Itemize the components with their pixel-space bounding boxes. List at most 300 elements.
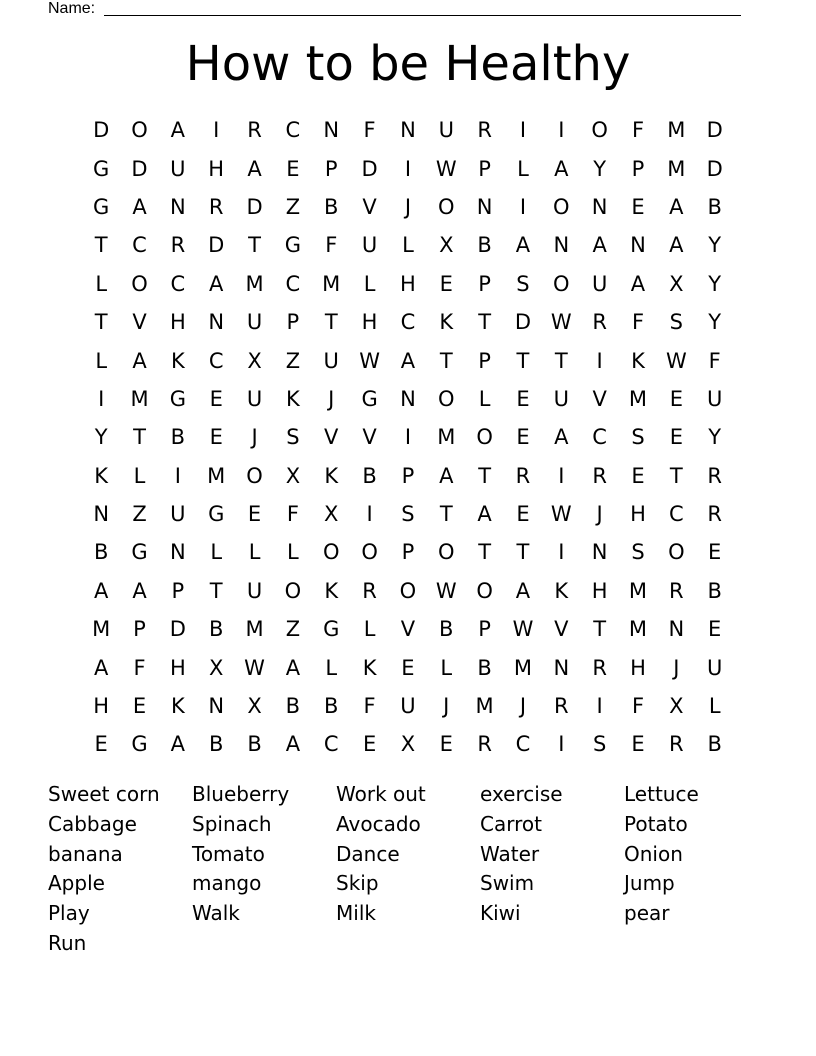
grid-cell: K bbox=[286, 386, 300, 411]
word-list-item: Play bbox=[48, 901, 90, 926]
grid-cell: N bbox=[170, 194, 186, 219]
grid-cell: L bbox=[440, 655, 453, 680]
grid-cell: O bbox=[131, 118, 148, 143]
grid-cell: H bbox=[169, 655, 186, 680]
grid-cell: L bbox=[708, 694, 721, 719]
grid-cell: T bbox=[94, 233, 108, 258]
grid-cell: X bbox=[209, 655, 224, 680]
grid-cell: X bbox=[400, 732, 416, 757]
grid-cell: A bbox=[515, 578, 531, 603]
grid-cell: T bbox=[478, 463, 492, 488]
grid-cell: G bbox=[284, 233, 302, 258]
grid-cell: P bbox=[478, 617, 491, 642]
word-list-item: pear bbox=[624, 901, 670, 926]
grid-cell: O bbox=[668, 540, 685, 565]
grid-cell: P bbox=[171, 578, 185, 603]
grid-cell: O bbox=[399, 578, 417, 603]
grid-cell: V bbox=[554, 617, 569, 642]
grid-cell: K bbox=[554, 578, 569, 603]
grid-cell: T bbox=[593, 617, 607, 642]
grid-cell: T bbox=[248, 233, 261, 258]
grid-cell: U bbox=[170, 502, 186, 527]
grid-row bbox=[82, 418, 734, 456]
grid-cell: D bbox=[93, 118, 110, 143]
grid-cell: R bbox=[669, 578, 684, 603]
grid-cell: R bbox=[707, 502, 722, 527]
grid-cell: I bbox=[519, 194, 527, 219]
grid-cell: U bbox=[246, 578, 263, 603]
grid-cell: G bbox=[93, 156, 110, 181]
word-list-item: Spinach bbox=[192, 811, 272, 836]
grid-cell: J bbox=[443, 694, 450, 719]
grid-cell: A bbox=[669, 194, 684, 219]
grid-cell: W bbox=[550, 502, 572, 527]
grid-cell: A bbox=[132, 578, 147, 603]
grid-cell: A bbox=[515, 233, 531, 258]
word-list-item: Potato bbox=[624, 811, 688, 836]
grid-cell: L bbox=[363, 271, 376, 296]
grid-cell: E bbox=[631, 463, 645, 488]
grid-cell: B bbox=[707, 578, 722, 603]
grid-cell: K bbox=[324, 463, 339, 488]
grid-cell: A bbox=[554, 425, 569, 450]
grid-cell: D bbox=[361, 156, 378, 181]
grid-cell: E bbox=[669, 425, 683, 450]
grid-cell: D bbox=[706, 156, 723, 181]
grid-cell: T bbox=[94, 310, 108, 335]
name-label: Name: bbox=[48, 0, 96, 17]
grid-cell: E bbox=[209, 386, 223, 411]
grid-cell: U bbox=[553, 386, 569, 411]
word-list-item: Blueberry bbox=[192, 782, 290, 806]
grid-cell: A bbox=[285, 655, 301, 680]
grid-cell: I bbox=[558, 540, 565, 565]
grid-cell: F bbox=[363, 694, 376, 719]
grid-cell: F bbox=[133, 655, 146, 680]
grid-cell: Y bbox=[708, 233, 722, 258]
grid-cell: C bbox=[208, 348, 224, 373]
grid-cell: N bbox=[170, 540, 186, 565]
grid-cell: E bbox=[516, 502, 530, 527]
grid-cell: P bbox=[478, 348, 491, 373]
word-list-item: Onion bbox=[624, 841, 683, 866]
grid-row bbox=[82, 457, 734, 495]
grid-cell: Y bbox=[708, 271, 722, 296]
grid-cell: W bbox=[665, 348, 687, 373]
grid-cell: T bbox=[439, 348, 453, 373]
grid-row bbox=[82, 188, 734, 226]
grid-cell: R bbox=[477, 732, 492, 757]
grid-cell: I bbox=[558, 118, 565, 143]
grid-cell: H bbox=[208, 156, 225, 181]
grid-cell: F bbox=[325, 233, 338, 258]
grid-cell: I bbox=[366, 502, 373, 527]
grid-cell: R bbox=[554, 694, 569, 719]
grid-cell: I bbox=[404, 425, 412, 450]
grid-cell: U bbox=[246, 310, 263, 335]
grid-cell: T bbox=[133, 425, 146, 450]
word-list-item: banana bbox=[48, 841, 123, 866]
grid-cell: E bbox=[631, 194, 645, 219]
word-list-item: Cabbage bbox=[48, 811, 137, 836]
grid-cell: O bbox=[476, 578, 493, 603]
grid-cell: H bbox=[591, 578, 608, 603]
grid-cell: M bbox=[628, 617, 648, 642]
grid-cell: C bbox=[285, 118, 301, 143]
grid-cell: T bbox=[439, 502, 453, 527]
grid-cell: L bbox=[95, 348, 108, 373]
grid-cell: R bbox=[515, 463, 531, 488]
grid-cell: B bbox=[170, 425, 186, 450]
grid-cell: P bbox=[286, 310, 300, 335]
grid-cell: U bbox=[438, 118, 454, 143]
grid-cell: B bbox=[324, 694, 339, 719]
grid-cell: T bbox=[554, 348, 568, 373]
grid-cell: R bbox=[669, 732, 684, 757]
grid-cell: K bbox=[170, 694, 185, 719]
grid-cell: W bbox=[435, 156, 457, 181]
grid-cell: O bbox=[246, 463, 263, 488]
grid-cell: G bbox=[323, 617, 340, 642]
grid-cell: V bbox=[324, 425, 339, 450]
grid-cell: A bbox=[170, 118, 186, 143]
grid-cell: N bbox=[400, 118, 416, 143]
grid-cell: D bbox=[131, 156, 148, 181]
grid-cell: C bbox=[170, 271, 186, 296]
grid-cell: N bbox=[93, 502, 110, 527]
grid-cell: I bbox=[596, 348, 603, 373]
grid-cell: N bbox=[591, 540, 608, 565]
grid-cell: K bbox=[631, 348, 645, 373]
word-list-item: Avocado bbox=[336, 811, 421, 836]
grid-cell: P bbox=[324, 156, 338, 181]
grid-cell: P bbox=[401, 540, 415, 565]
grid-cell: R bbox=[592, 310, 607, 335]
grid-cell: M bbox=[667, 156, 686, 181]
grid-cell: E bbox=[362, 732, 377, 757]
grid-cell: R bbox=[208, 194, 224, 219]
grid-cell: M bbox=[437, 425, 456, 450]
grid-cell: J bbox=[673, 655, 680, 680]
grid-cell: P bbox=[478, 156, 491, 181]
grid-cell: N bbox=[553, 233, 570, 258]
grid-cell: F bbox=[363, 118, 376, 143]
word-list-item: Apple bbox=[48, 871, 105, 896]
grid-cell: I bbox=[404, 156, 412, 181]
grid-cell: N bbox=[591, 194, 608, 219]
grid-cell: X bbox=[439, 233, 454, 258]
grid-cell: A bbox=[132, 194, 147, 219]
grid-cell: G bbox=[93, 194, 110, 219]
word-list-item: Walk bbox=[192, 901, 240, 926]
grid-cell: T bbox=[669, 463, 683, 488]
grid-cell: M bbox=[245, 617, 264, 642]
grid-cell: X bbox=[285, 463, 301, 488]
word-list-item: mango bbox=[192, 871, 262, 896]
grid-cell: N bbox=[208, 694, 225, 719]
grid-cell: E bbox=[286, 156, 300, 181]
grid-cell: C bbox=[132, 233, 147, 258]
grid-cell: E bbox=[516, 386, 530, 411]
grid-row bbox=[82, 226, 734, 264]
grid-cell: R bbox=[170, 233, 186, 258]
grid-cell: B bbox=[707, 732, 722, 757]
grid-cell: V bbox=[362, 425, 377, 450]
grid-cell: A bbox=[630, 271, 646, 296]
grid-cell: K bbox=[94, 463, 109, 488]
grid-row bbox=[82, 495, 734, 533]
grid-cell: C bbox=[400, 310, 416, 335]
grid-row bbox=[82, 687, 734, 725]
grid-cell: A bbox=[170, 732, 186, 757]
word-list-item: Lettuce bbox=[624, 782, 699, 806]
grid-cell: E bbox=[708, 617, 722, 642]
grid-cell: U bbox=[400, 694, 416, 719]
grid-cell: J bbox=[596, 502, 603, 527]
grid-cell: G bbox=[208, 502, 225, 527]
grid-cell: A bbox=[669, 233, 684, 258]
grid-cell: R bbox=[477, 118, 492, 143]
grid-cell: B bbox=[324, 194, 339, 219]
grid-cell: N bbox=[668, 617, 685, 642]
grid-cell: X bbox=[247, 348, 262, 373]
grid-cell: L bbox=[325, 655, 338, 680]
grid-row bbox=[82, 303, 734, 341]
word-list-item: exercise bbox=[480, 782, 563, 806]
grid-cell: G bbox=[361, 386, 378, 411]
grid-cell: T bbox=[516, 348, 530, 373]
grid-cell: E bbox=[401, 655, 415, 680]
grid-cell: O bbox=[361, 540, 378, 565]
grid-row bbox=[82, 149, 734, 187]
grid-cell: T bbox=[324, 310, 338, 335]
grid-cell: Z bbox=[285, 348, 301, 373]
grid-cell: C bbox=[668, 502, 684, 527]
grid-cell: G bbox=[131, 732, 148, 757]
grid-cell: T bbox=[209, 578, 223, 603]
grid-cell: F bbox=[631, 310, 645, 335]
grid-cell: H bbox=[93, 694, 110, 719]
grid-row bbox=[82, 725, 734, 763]
grid-row bbox=[82, 265, 734, 303]
grid-cell: E bbox=[669, 386, 683, 411]
grid-cell: V bbox=[132, 310, 147, 335]
grid-cell: I bbox=[98, 386, 105, 411]
grid-cell: X bbox=[247, 694, 262, 719]
grid-cell: A bbox=[93, 578, 109, 603]
grid-cell: J bbox=[251, 425, 258, 450]
grid-cell: P bbox=[133, 617, 146, 642]
grid-cell: K bbox=[439, 310, 454, 335]
grid-cell: U bbox=[170, 156, 186, 181]
grid-cell: Y bbox=[94, 425, 108, 450]
word-list-item: Skip bbox=[336, 871, 379, 896]
grid-cell: J bbox=[519, 694, 527, 719]
grid-cell: X bbox=[669, 271, 684, 296]
grid-cell: U bbox=[591, 271, 608, 296]
grid-cell: B bbox=[707, 194, 722, 219]
grid-cell: S bbox=[592, 732, 607, 757]
grid-cell: O bbox=[553, 194, 570, 219]
grid-cell: W bbox=[435, 578, 457, 603]
name-blank-line bbox=[104, 15, 741, 16]
grid-cell: C bbox=[323, 732, 339, 757]
letter-grid bbox=[82, 111, 734, 764]
grid-cell: X bbox=[669, 694, 684, 719]
grid-cell: E bbox=[439, 732, 453, 757]
grid-row bbox=[82, 111, 734, 149]
word-list-item: Tomato bbox=[192, 841, 265, 866]
grid-cell: U bbox=[706, 386, 723, 411]
page-title: How to be Healthy bbox=[185, 36, 631, 92]
grid-cell: T bbox=[516, 540, 530, 565]
grid-cell: A bbox=[439, 463, 454, 488]
word-list-item: Work out bbox=[336, 782, 426, 806]
grid-cell: H bbox=[630, 502, 646, 527]
word-list bbox=[48, 780, 768, 959]
grid-cell: D bbox=[208, 233, 225, 258]
word-list-item: Sweet corn bbox=[48, 782, 160, 806]
grid-cell: W bbox=[550, 310, 572, 335]
grid-row bbox=[82, 610, 734, 648]
grid-cell: B bbox=[477, 233, 492, 258]
grid-cell: A bbox=[247, 156, 262, 181]
grid-cell: Z bbox=[285, 617, 301, 642]
grid-cell: A bbox=[592, 233, 607, 258]
grid-cell: T bbox=[478, 310, 492, 335]
grid-row bbox=[82, 380, 734, 418]
grid-cell: M bbox=[628, 386, 648, 411]
grid-cell: N bbox=[400, 386, 416, 411]
grid-cell: C bbox=[285, 271, 301, 296]
grid-cell: J bbox=[404, 194, 412, 219]
grid-cell: E bbox=[708, 540, 722, 565]
grid-cell: E bbox=[516, 425, 530, 450]
grid-cell: K bbox=[324, 578, 339, 603]
grid-cell: D bbox=[169, 617, 186, 642]
grid-cell: H bbox=[400, 271, 416, 296]
grid-cell: M bbox=[322, 271, 341, 296]
grid-cell: S bbox=[516, 271, 530, 296]
grid-cell: M bbox=[475, 694, 494, 719]
grid-cell: M bbox=[245, 271, 264, 296]
grid-cell: C bbox=[592, 425, 607, 450]
grid-cell: M bbox=[207, 463, 226, 488]
grid-cell: T bbox=[478, 540, 492, 565]
grid-cell: B bbox=[208, 732, 224, 757]
grid-cell: P bbox=[401, 463, 415, 488]
grid-cell: V bbox=[400, 617, 416, 642]
grid-cell: A bbox=[209, 271, 224, 296]
grid-cell: W bbox=[359, 348, 380, 373]
word-list-item: Carrot bbox=[480, 811, 542, 836]
grid-cell: E bbox=[631, 732, 645, 757]
grid-cell: A bbox=[132, 348, 147, 373]
grid-cell: X bbox=[324, 502, 339, 527]
grid-cell: A bbox=[285, 732, 301, 757]
grid-cell: S bbox=[669, 310, 683, 335]
grid-cell: O bbox=[553, 271, 570, 296]
grid-cell: L bbox=[478, 386, 491, 411]
grid-cell: L bbox=[248, 540, 261, 565]
grid-cell: Y bbox=[708, 310, 722, 335]
grid-row bbox=[82, 572, 734, 610]
grid-cell: E bbox=[209, 425, 223, 450]
grid-cell: I bbox=[213, 118, 220, 143]
grid-cell: E bbox=[94, 732, 108, 757]
grid-cell: U bbox=[246, 386, 263, 411]
word-list-item: Jump bbox=[624, 871, 675, 896]
grid-cell: H bbox=[361, 310, 378, 335]
grid-cell: F bbox=[631, 118, 645, 143]
grid-cell: B bbox=[439, 617, 454, 642]
grid-cell: G bbox=[169, 386, 186, 411]
grid-cell: L bbox=[287, 540, 299, 565]
grid-cell: Z bbox=[285, 194, 301, 219]
grid-cell: M bbox=[92, 617, 111, 642]
word-list-item: Dance bbox=[336, 841, 400, 866]
grid-cell: P bbox=[478, 271, 491, 296]
grid-cell: W bbox=[244, 655, 265, 680]
grid-cell: I bbox=[174, 463, 181, 488]
grid-cell: M bbox=[130, 386, 149, 411]
grid-cell: B bbox=[362, 463, 377, 488]
grid-cell: U bbox=[706, 655, 723, 680]
grid-cell: V bbox=[362, 194, 377, 219]
word-list-item: Milk bbox=[336, 901, 376, 926]
grid-cell: D bbox=[514, 310, 532, 335]
grid-cell: C bbox=[515, 732, 531, 757]
grid-cell: S bbox=[631, 425, 645, 450]
grid-cell: I bbox=[596, 694, 603, 719]
grid-cell: W bbox=[512, 617, 534, 642]
grid-cell: O bbox=[322, 540, 340, 565]
grid-cell: L bbox=[210, 540, 223, 565]
grid-cell: L bbox=[133, 463, 146, 488]
grid-cell: F bbox=[286, 502, 299, 527]
grid-cell: R bbox=[707, 463, 722, 488]
grid-cell: O bbox=[284, 578, 302, 603]
grid-cell: A bbox=[554, 156, 569, 181]
grid-cell: O bbox=[438, 540, 455, 565]
grid-cell: P bbox=[631, 156, 645, 181]
grid-cell: K bbox=[170, 348, 185, 373]
grid-cell: S bbox=[631, 540, 645, 565]
grid-cell: A bbox=[400, 348, 416, 373]
grid-cell: M bbox=[628, 578, 648, 603]
grid-cell: L bbox=[517, 156, 529, 181]
grid-cell: O bbox=[438, 386, 455, 411]
grid-cell: U bbox=[323, 348, 339, 373]
grid-cell: Y bbox=[708, 425, 722, 450]
grid-row bbox=[82, 533, 734, 571]
grid-cell: I bbox=[519, 118, 527, 143]
grid-cell: I bbox=[558, 463, 565, 488]
grid-cell: O bbox=[591, 118, 608, 143]
grid-cell: N bbox=[208, 310, 225, 335]
grid-cell: S bbox=[401, 502, 415, 527]
grid-cell: B bbox=[93, 540, 109, 565]
grid-cell: R bbox=[362, 578, 377, 603]
grid-cell: M bbox=[667, 118, 686, 143]
grid-cell: H bbox=[630, 655, 646, 680]
grid-cell: N bbox=[476, 194, 493, 219]
grid-cell: E bbox=[132, 694, 147, 719]
grid-cell: B bbox=[208, 617, 224, 642]
grid-cell: A bbox=[477, 502, 492, 527]
grid-cell: E bbox=[439, 271, 453, 296]
grid-cell: B bbox=[247, 732, 262, 757]
